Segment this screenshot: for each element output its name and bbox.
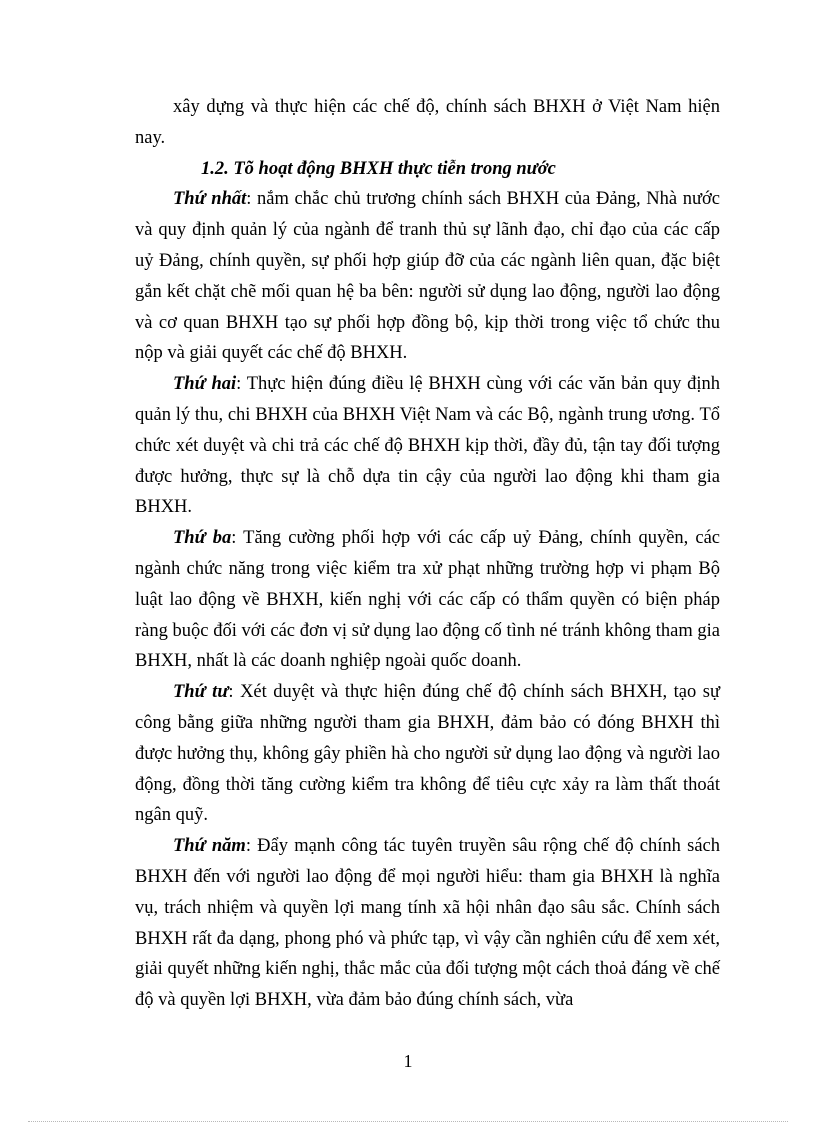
paragraph-text: : Tăng cường phối hợp với các cấp uỷ Đảng, chính quyền, các ngành chức năng trong việc kiểm tra xử phạt những trường hợp vi phạm Bộ luật lao động về BHXH, kiến nghị với các cấp có thẩm quyền có biện pháp ràng buộc đối với các đơn vị sử dụng lao động cố tình né tránh không tham gia BHXH, nhất là các doanh nghiệp ngoài quốc doanh.: [135, 528, 720, 672]
page-bottom-divider: [28, 1121, 788, 1122]
paragraph-lead: Thứ nhất: [173, 189, 247, 210]
paragraph-text: : Đẩy mạnh công tác tuyên truyền sâu rộng chế độ chính sách BHXH đến với người lao động để mọi người hiểu: tham gia BHXH là nghĩa vụ, trách nhiệm và quyền lợi mang tính xã hội nhân đạo sâu sắc. Chính sách BHXH rất đa dạng, phong phó và phức tạp, vì vậy cần nghiên cứu để xem xét, giải quyết những kiến nghị, thắc mắc của đối tượng một cách thoả đáng về chế độ và quyền lợi BHXH, vừa đảm bảo đúng chính sách, vừa: [135, 836, 720, 1011]
paragraph-lead: Thứ ba: [173, 528, 232, 549]
paragraph-thu-ba: [135, 523, 720, 677]
paragraph-thu-nhat: [135, 184, 720, 369]
intro-paragraph: xây dựng và thực hiện các chế độ, chính sách BHXH ở Việt Nam hiện nay.: [135, 97, 720, 148]
section-heading: 1.2. Tõ hoạt động BHXH thực tiễn trong nước: [201, 158, 556, 179]
paragraph-thu-tu: [135, 677, 720, 831]
paragraph-lead: Thứ hai: [173, 374, 237, 395]
paragraph-text: : Xét duyệt và thực hiện đúng chế độ chính sách BHXH, tạo sự công bằng giữa những người tham gia BHXH, đảm bảo có đóng BHXH thì được hưởng thụ, không gây phiền hà cho người sử dụng lao động và người lao động, đồng thời tăng cường kiểm tra không để tiêu cực xảy ra làm thất thoát ngân quỹ.: [135, 682, 720, 826]
document-body: [135, 92, 720, 1016]
page-number: 1: [403, 1051, 413, 1071]
paragraph-lead: Thứ tư: [173, 682, 229, 703]
paragraph-thu-nam: [135, 831, 720, 1016]
paragraph-text: : Thực hiện đúng điều lệ BHXH cùng với các văn bản quy định quản lý thu, chi BHXH của BHXH Việt Nam và các Bộ, ngành trung ương. Tổ chức xét duyệt và chi trả các chế độ BHXH kịp thời, đầy đủ, tận tay đối tượng được hưởng, thực sự là chỗ dựa tin cậy của người lao động khi tham gia BHXH.: [135, 374, 720, 518]
paragraph-lead: Thứ năm: [173, 836, 246, 857]
paragraph-text: : nắm chắc chủ trương chính sách BHXH của Đảng, Nhà nước và quy định quản lý của ngành để tranh thủ sự lãnh đạo, chỉ đạo của các cấp uỷ Đảng, chính quyền, sự phối hợp giúp đỡ của các ngành liên quan, đặc biệt gắn kết chặt chẽ mối quan hệ ba bên: người sử dụng lao động, người lao động và cơ quan BHXH tạo sự phối hợp đồng bộ, kịp thời trong việc tổ chức thu nộp và giải quyết các chế độ BHXH.: [135, 189, 720, 364]
paragraph-thu-hai: [135, 369, 720, 523]
